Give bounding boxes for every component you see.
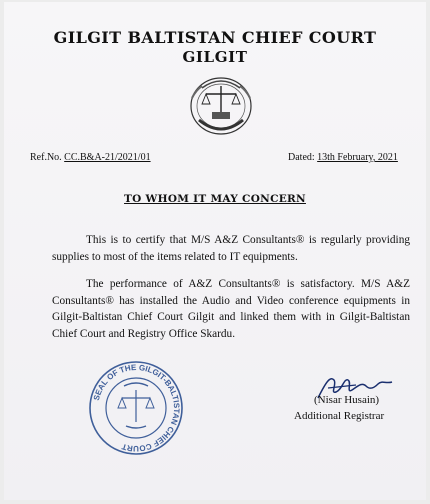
court-emblem-icon — [182, 68, 260, 140]
reference-number: Ref.No. CC.B&A-21/2021/01 — [30, 152, 151, 163]
court-city: GILGIT — [182, 48, 248, 66]
letter-paper — [4, 2, 426, 500]
court-seal-icon — [88, 360, 184, 456]
signatory-name: (Nisar Husain) — [314, 394, 380, 406]
svg-text:SEAL OF THE GILGIT-BALTISTAN C: SEAL OF THE GILGIT-BALTISTAN CHIEF COURT — [91, 362, 182, 454]
paragraph-2: The performance of A&Z Consultants® is satisfactory. M/S A&Z Consultants® has installed the Audio and Video conference equipments in Gilgit-Baltistan Chief Court Gilgit and linked them with in Gilgit-Baltistan Chief Court and Registry Office Skardu. — [52, 278, 410, 340]
paragraph-1: This is to certify that M/S A&Z Consultants® is regularly providing supplies to most of the items related to IT equipments. — [52, 234, 410, 263]
subject-heading: TO WHOM IT MAY CONCERN — [124, 193, 306, 205]
letter-date: Dated: 13th February, 2021 — [288, 152, 398, 163]
court-title: GILGIT BALTISTAN CHIEF COURT — [53, 28, 377, 47]
signatory-designation: Additional Registrar — [294, 410, 385, 422]
